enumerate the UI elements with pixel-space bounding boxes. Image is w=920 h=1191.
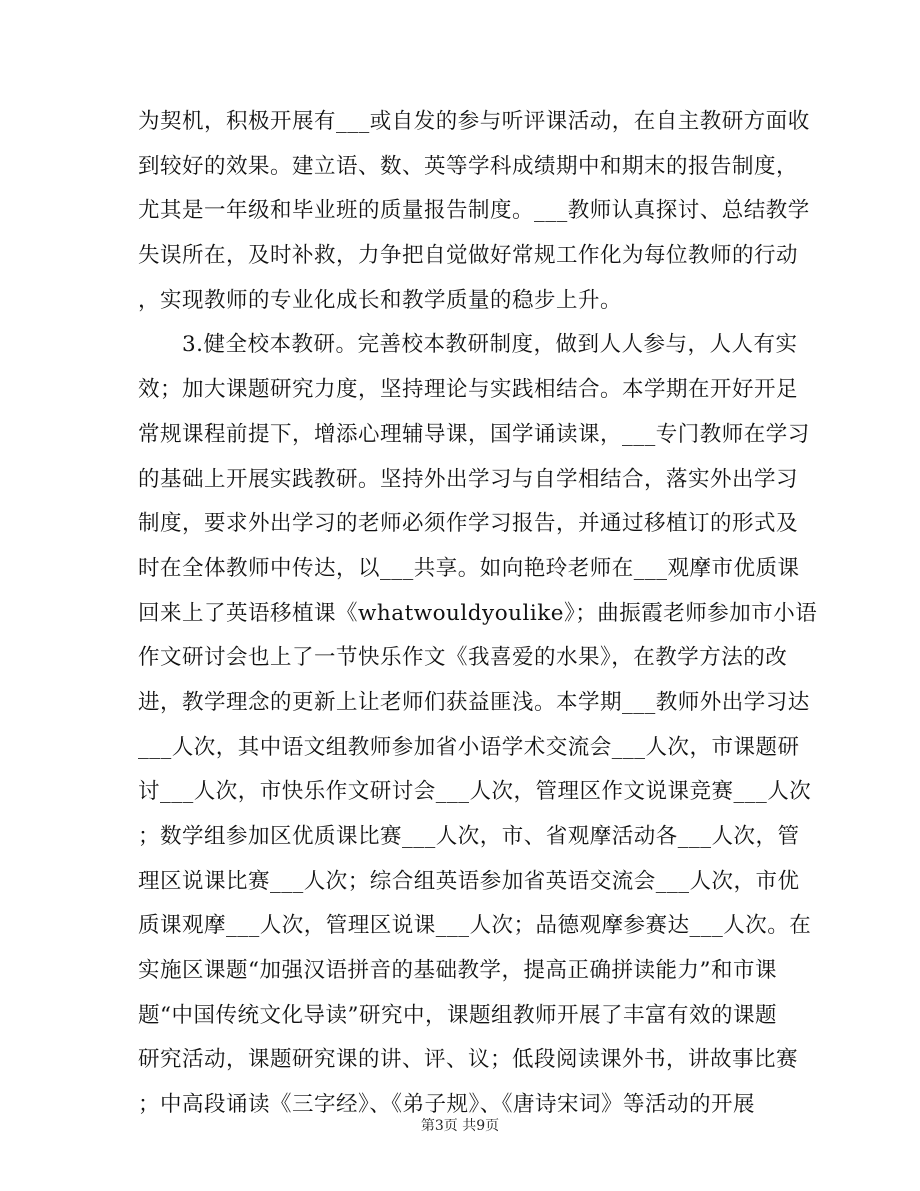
text-line: 时在全体教师中传达，以___共享。如向艳玲老师在___观摩市优质课 <box>138 555 800 581</box>
text-line: 实施区课题“加强汉语拼音的基础教学，提高正确拼读能力”和市课 <box>138 958 777 984</box>
text-line: 制度，要求外出学习的老师必须作学习报告，并通过移植订的形式及 <box>138 511 799 537</box>
text-line: ___人次，其中语文组教师参加省小语学术交流会___人次，市课题研 <box>138 734 800 760</box>
text-line: 作文研讨会也上了一节快乐作文《我喜爱的水果》，在教学方法的改 <box>138 645 788 671</box>
text-line: 进，教学理念的更新上让老师们获益匪浅。本学期___教师外出学习达 <box>138 689 810 715</box>
text-line: 常规课程前提下，增添心理辅导课，国学诵读课，___专门教师在学习 <box>138 421 810 447</box>
text-line: ；中高段诵读《三字经》、《弟子规》、《唐诗宋词》等活动的开展 <box>138 1092 756 1118</box>
text-line: 为契机，积极开展有___或自发的参与听评课活动，在自主教研方面收 <box>138 109 810 134</box>
text-line: 3.健全校本教研。完善校本教研制度，做到人人参与，人人有实 <box>138 332 798 358</box>
text-line: 效；加大课题研究力度，坚持理论与实践相结合。本学期在开好开足 <box>138 377 799 403</box>
text-line: 讨___人次，市快乐作文研讨会___人次，管理区作文说课竞赛___人次 <box>138 779 812 805</box>
text-line: 研究活动，课题研究课的讲、评、议；低段阅读课外书，讲故事比赛 <box>138 1047 799 1073</box>
text-line: 题“中国传统文化导读”研究中，课题组教师开展了丰富有效的课题 <box>138 1002 777 1028</box>
text-line: 回来上了英语移植课《whatwouldyoulike》；曲振霞老师参加市小语 <box>138 600 818 626</box>
text-line: 失误所在，及时补救，力争把自觉做好常规工作化为每位教师的行动 <box>138 243 799 269</box>
text-line: 的基础上开展实践教研。坚持外出学习与自学相结合，落实外出学习 <box>138 466 799 492</box>
text-line: 质课观摩___人次，管理区说课___人次；品德观摩参赛达___人次。在 <box>138 913 812 939</box>
text-line: ；数学组参加区优质课比赛___人次，市、省观摩活动各___人次，管 <box>138 824 800 849</box>
page-number-footer: 第3页 共9页 <box>420 1118 500 1134</box>
text-line: ，实现教师的专业化成长和教学质量的稳步上升。 <box>138 287 623 313</box>
text-line: 到较好的效果。建立语、数、英等学科成绩期中和期末的报告制度， <box>138 153 799 179</box>
text-line: 理区说课比赛___人次；综合组英语参加省英语交流会___人次，市优 <box>138 868 800 894</box>
body-text <box>138 100 818 1128</box>
text-line: 尤其是一年级和毕业班的质量报告制度。___教师认真探讨、总结教学 <box>138 198 810 224</box>
